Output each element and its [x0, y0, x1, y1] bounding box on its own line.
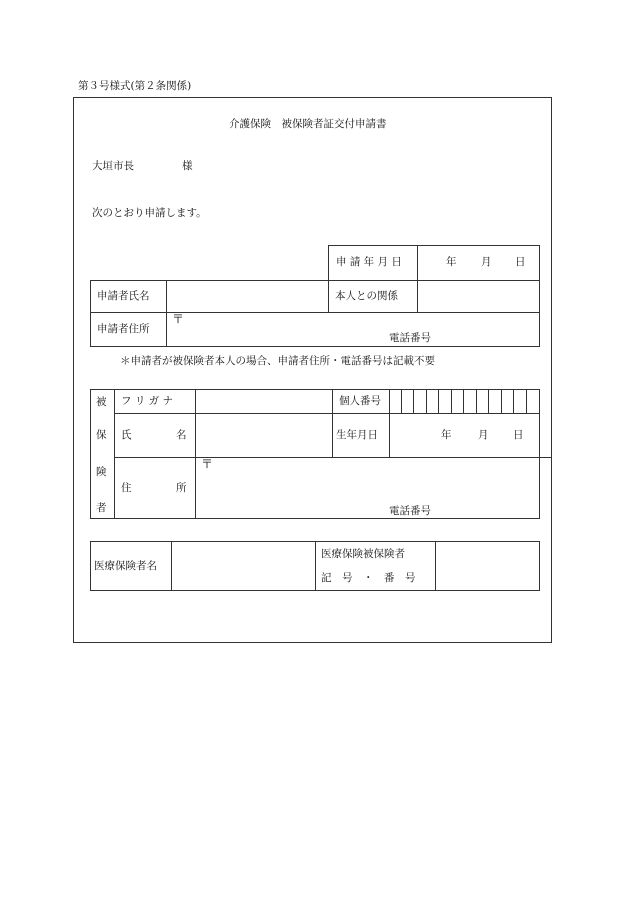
- furigana-label: フ リ ガ ナ: [121, 395, 174, 407]
- medical-vline-5: [539, 541, 540, 591]
- medical-insurer-field[interactable]: [173, 543, 314, 589]
- insured-vline-5: [389, 389, 390, 458]
- applicant-postal-mark: 〒: [172, 312, 185, 326]
- insured-address-label-1: 住: [121, 482, 132, 494]
- insured-address-field[interactable]: [197, 459, 538, 517]
- applicant-vline-3: [328, 245, 329, 313]
- insured-name-label-2: 名: [176, 429, 187, 441]
- application-day-label: 日: [515, 256, 526, 268]
- insured-phone-label: 電話番号: [389, 505, 431, 517]
- individual-number-label: 個人番号: [339, 395, 381, 407]
- relation-label: 本人との関係: [335, 290, 398, 302]
- individual-number-field[interactable]: [391, 391, 538, 412]
- form-title: 介護保険 被保険者証交付申請書: [229, 118, 387, 130]
- applicant-address-field[interactable]: [168, 314, 538, 345]
- applicant-phone-label: 電話番号: [389, 332, 431, 344]
- applicant-vline-1: [90, 280, 91, 347]
- insured-side-char-3: 険: [96, 466, 107, 478]
- applicant-line-2: [90, 280, 540, 281]
- applicant-line-1: [328, 245, 540, 246]
- applicant-vline-2: [166, 280, 167, 347]
- applicant-line-4: [90, 346, 540, 347]
- medical-insured-label-1: 医療保険被保険者: [321, 548, 405, 560]
- note-text: ＊申請者が被保険者本人の場合、申請者住所・電話番号は記載不要: [120, 355, 435, 367]
- applicant-line-3: [90, 312, 540, 313]
- insured-address-label-2: 所: [176, 482, 187, 494]
- medical-insured-label-2: 記 号 ・ 番 号: [321, 572, 416, 584]
- medical-vline-3: [315, 541, 316, 591]
- birthdate-label: 生年月日: [336, 429, 378, 441]
- insured-vline-6: [539, 389, 540, 519]
- application-date-label: 申 請 年 月 日: [336, 256, 402, 268]
- medical-insurer-label: 医療保険者名: [94, 560, 157, 572]
- furigana-field[interactable]: [197, 391, 331, 412]
- insured-line-4: [90, 518, 540, 519]
- relation-field[interactable]: [419, 282, 538, 311]
- insured-side-char-1: 被: [96, 396, 107, 408]
- intro-text: 次のとおり申請します。: [92, 207, 207, 219]
- applicant-vline-4: [417, 245, 418, 313]
- medical-vline-4: [435, 541, 436, 591]
- insured-side-char-4: 者: [96, 502, 107, 514]
- applicant-name-label: 申請者氏名: [97, 290, 150, 302]
- applicant-vline-5: [539, 245, 540, 347]
- medical-vline-1: [90, 541, 91, 591]
- applicant-address-label: 申請者住所: [97, 323, 150, 335]
- medical-vline-2: [171, 541, 172, 591]
- insured-vline-1: [90, 389, 91, 519]
- birth-day-label: 日: [513, 429, 524, 441]
- application-month-label: 月: [481, 256, 492, 268]
- insured-vline-2: [114, 389, 115, 519]
- insured-side-char-2: 保: [96, 429, 107, 441]
- form-number: 第３号様式(第２条関係): [78, 80, 192, 92]
- insured-vline-3: [195, 389, 196, 519]
- birth-year-label: 年: [441, 429, 452, 441]
- application-year-label: 年: [446, 256, 457, 268]
- insured-line-3: [114, 457, 552, 458]
- honorific: 様: [182, 160, 193, 172]
- addressee: 大垣市長: [92, 160, 134, 172]
- applicant-name-field[interactable]: [168, 282, 327, 311]
- insured-name-field[interactable]: [197, 415, 331, 456]
- insured-vline-4: [332, 389, 333, 458]
- birth-month-label: 月: [478, 429, 489, 441]
- insured-postal-mark: 〒: [201, 457, 214, 471]
- insured-line-1: [90, 389, 540, 390]
- insured-name-label-1: 氏: [121, 429, 132, 441]
- medical-number-field[interactable]: [437, 543, 538, 589]
